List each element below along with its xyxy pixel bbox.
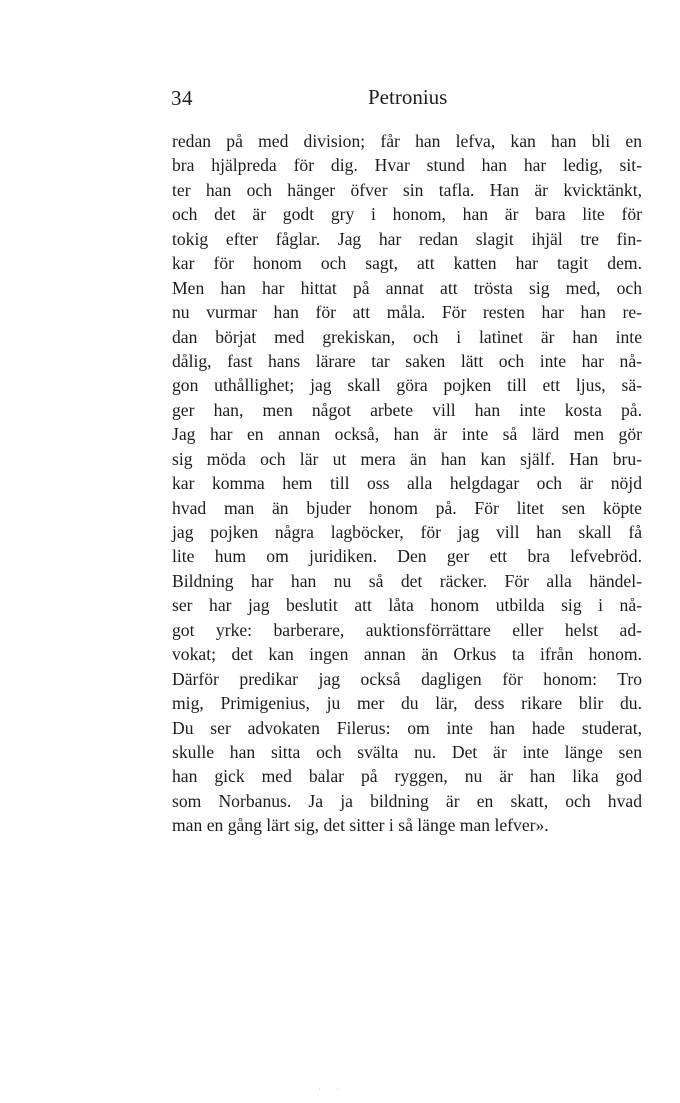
page-number: 34	[171, 86, 193, 110]
text-line: gon uthållighet; jag skall göra pojken till ett ljus, sä-	[172, 375, 642, 396]
text-line: skulle han sitta och svälta nu. Det är inte länge sen	[172, 741, 642, 762]
scan-speck: · ·	[318, 1085, 346, 1096]
text-line: Jag har en annan också, han är inte så lärd men gör	[172, 424, 642, 445]
text-line: mig, Primigenius, ju mer du lär, dess rikare blir du.	[172, 693, 642, 714]
text-line: vokat; det kan ingen annan än Orkus ta ifrån honom.	[172, 644, 642, 665]
text-line: han gick med balar på ryggen, nu är han lika god	[172, 766, 642, 787]
text-line: hvad man än bjuder honom på. För litet sen köpte	[172, 497, 642, 518]
text-line: ger han, men något arbete vill han inte kosta på.	[172, 399, 642, 420]
text-line: dan börjat med grekiskan, och i latinet är han inte	[172, 326, 642, 347]
text-line: Därför predikar jag också dagligen för honom: Tro	[172, 668, 642, 689]
text-line: kar för honom och sagt, att katten har tagit dem.	[172, 253, 642, 274]
text-line: tokig efter fåglar. Jag har redan slagit ihjäl tre fin-	[172, 228, 642, 249]
text-line: nu vurmar han för att måla. För resten har han re-	[172, 302, 642, 323]
text-line: got yrke: barberare, auktionsförrättare eller helst ad-	[172, 619, 642, 640]
text-line: dålig, fast hans lärare tar saken lätt och inte har nå-	[172, 350, 642, 371]
running-title: Petronius	[368, 85, 448, 109]
text-line: jag pojken några lagböcker, för jag vill han skall få	[172, 522, 642, 542]
text-line: som Norbanus. Ja ja bildning är en skatt, och hvad	[172, 790, 642, 811]
text-line: sig möda och lär ut mera än han kan själf. Han bru-	[172, 448, 642, 469]
text-line: Men han har hittat på annat att trösta sig med, och	[172, 277, 642, 298]
text-line: kar komma hem till oss alla helgdagar och är nöjd	[172, 473, 642, 494]
text-line: bra hjälpreda för dig. Hvar stund han har ledig, sit-	[172, 155, 642, 176]
text-line: redan på med division; får han lefva, kan han bli en	[172, 131, 642, 151]
text-line: och det är godt gry i honom, han är bara lite för	[172, 204, 642, 225]
text-line: Du ser advokaten Filerus: om inte han hade studerat,	[172, 717, 642, 738]
text-line: ter han och hänger öfver sin tafla. Han är kvicktänkt,	[172, 179, 642, 200]
text-line: man en gång lärt sig, det sitter i så länge man lefver».	[172, 815, 549, 836]
body-paragraph	[172, 129, 642, 838]
text-line: ser har jag beslutit att låta honom utbilda sig i nå-	[172, 595, 642, 616]
text-line: Bildning har han nu så det räcker. För alla händel-	[172, 570, 642, 591]
text-line: lite hum om juridiken. Den ger ett bra lefvebröd.	[172, 546, 642, 567]
